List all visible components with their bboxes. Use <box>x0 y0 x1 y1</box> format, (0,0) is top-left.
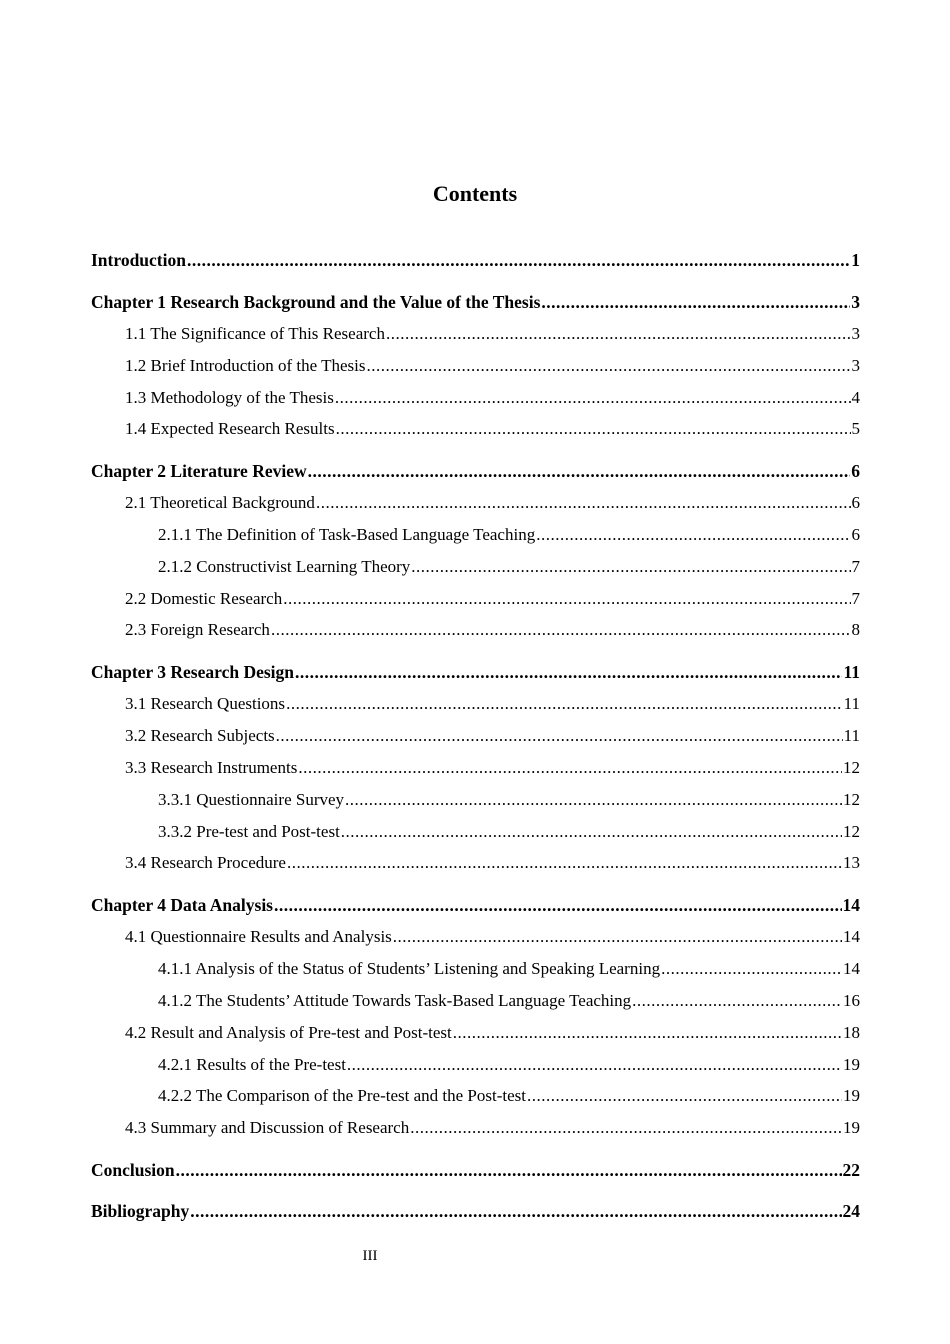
dot-leader <box>341 821 842 843</box>
toc-entry-label: Chapter 2 Literature Review <box>91 461 307 481</box>
toc-entry-3-2[interactable] <box>125 725 860 747</box>
toc-entry-label: Introduction <box>91 250 186 270</box>
dot-leader <box>410 1117 842 1139</box>
toc-entry-label: 4.3 Summary and Discussion of Research <box>125 1118 410 1137</box>
dot-leader <box>335 387 851 409</box>
toc-entry-label: Bibliography <box>91 1201 190 1221</box>
toc-entry-page: 12 <box>843 822 860 841</box>
toc-entry-2-1-2[interactable] <box>158 556 860 578</box>
toc-entry-label: 3.1 Research Questions <box>125 694 286 713</box>
dot-leader <box>336 418 851 440</box>
toc-entry-label: Conclusion <box>91 1160 175 1180</box>
dot-leader <box>661 958 842 980</box>
toc-entry-label: 4.2.2 The Comparison of the Pre-test and the Post-test <box>158 1086 526 1105</box>
dot-leader <box>271 619 851 641</box>
toc-entry-4-1-2[interactable] <box>158 990 860 1012</box>
toc-entry-label: Chapter 1 Research Background and the Value of the Thesis <box>91 292 541 312</box>
toc-entry-label: 1.3 Methodology of the Thesis <box>125 388 334 407</box>
dot-leader <box>345 789 842 811</box>
toc-entry-page: 13 <box>843 853 860 872</box>
dot-leader <box>298 757 842 779</box>
toc-entry-3-3[interactable] <box>125 757 860 779</box>
toc-entry-page: 3 <box>851 292 860 312</box>
toc-entry-page: 3 <box>851 356 860 375</box>
toc-entry-3-3-1[interactable] <box>158 789 860 811</box>
dot-leader <box>190 1200 841 1222</box>
toc-entry-page: 8 <box>851 620 860 639</box>
toc-entry-page: 19 <box>843 1086 860 1105</box>
toc-entry-4-2-2[interactable] <box>158 1085 860 1107</box>
toc-entry-label: 2.3 Foreign Research <box>125 620 270 639</box>
toc-entry-label: 3.3.1 Questionnaire Survey <box>158 790 345 809</box>
dot-leader <box>541 291 850 313</box>
toc-entry-page: 1 <box>851 250 860 270</box>
toc-entry-page: 6 <box>851 493 860 512</box>
dot-leader <box>308 460 851 482</box>
toc-entry-page: 24 <box>842 1201 860 1221</box>
dot-leader <box>316 492 851 514</box>
toc-entry-label: 3.2 Research Subjects <box>125 726 275 745</box>
toc-entry-page: 6 <box>851 461 860 481</box>
toc-entry-page: 11 <box>843 694 860 713</box>
toc-entry-label: 1.1 The Significance of This Research <box>125 324 385 343</box>
toc-entry-label: 3.3.2 Pre-test and Post-test <box>158 822 340 841</box>
toc-entry-page: 16 <box>843 991 860 1010</box>
toc-entry-label: 3.4 Research Procedure <box>125 853 286 872</box>
toc-entry-1-4[interactable] <box>125 418 860 440</box>
toc-entry-4-1[interactable] <box>125 926 860 948</box>
dot-leader <box>632 990 842 1012</box>
toc-entry-page: 12 <box>843 758 860 777</box>
dot-leader <box>283 588 850 610</box>
toc-entry-page: 14 <box>843 959 860 978</box>
toc-entry-label: 2.1 Theoretical Background <box>125 493 315 512</box>
toc-entry-page: 11 <box>843 726 860 745</box>
toc-entry-1-2[interactable] <box>125 355 860 377</box>
toc-entry-page: 22 <box>842 1160 860 1180</box>
toc-entry-page: 18 <box>843 1023 860 1042</box>
toc-entry-2-1[interactable] <box>125 492 860 514</box>
toc-entry-4-1-1[interactable] <box>158 958 860 980</box>
toc-entry-1-3[interactable] <box>125 387 860 409</box>
dot-leader <box>347 1054 842 1076</box>
toc-entry-label: 1.2 Brief Introduction of the Thesis <box>125 356 366 375</box>
dot-leader <box>176 1159 842 1181</box>
toc-entry-page: 7 <box>851 589 860 608</box>
dot-leader <box>274 894 842 916</box>
toc-entry-label: 4.1.2 The Students’ Attitude Towards Task-Based Language Teaching <box>158 991 632 1010</box>
toc-entry-page: 3 <box>851 324 860 343</box>
dot-leader <box>411 556 850 578</box>
toc-entry-page: 19 <box>843 1055 860 1074</box>
toc-entry-page: 14 <box>842 895 860 915</box>
toc-entry-label: 1.4 Expected Research Results <box>125 419 335 438</box>
toc-entry-conclusion[interactable] <box>91 1159 860 1181</box>
toc-entry-3-1[interactable] <box>125 693 860 715</box>
dot-leader <box>295 661 842 683</box>
toc-entry-1-1[interactable] <box>125 323 860 345</box>
dot-leader <box>276 725 843 747</box>
toc-entry-3-4[interactable] <box>125 852 860 874</box>
toc-entry-label: 4.1.1 Analysis of the Status of Students’ Listening and Speaking Learning <box>158 959 661 978</box>
toc-entry-page: 5 <box>851 419 860 438</box>
toc-entry-label: 4.1 Questionnaire Results and Analysis <box>125 927 392 946</box>
page-title: Contents <box>432 181 518 206</box>
toc-entry-chapter-4[interactable] <box>91 894 860 916</box>
toc-entry-label: Chapter 4 Data Analysis <box>91 895 273 915</box>
dot-leader <box>187 249 850 271</box>
toc-entry-4-2[interactable] <box>125 1022 860 1044</box>
toc-entry-label: 4.2 Result and Analysis of Pre-test and Post-test <box>125 1023 452 1042</box>
dot-leader <box>386 323 851 345</box>
toc-entry-3-3-2[interactable] <box>158 821 860 843</box>
toc-entry-label: 2.1.2 Constructivist Learning Theory <box>158 557 411 576</box>
toc-entry-bibliography[interactable] <box>91 1200 860 1222</box>
dot-leader <box>453 1022 842 1044</box>
toc-entry-chapter-3[interactable] <box>91 661 860 683</box>
toc-entry-2-2[interactable] <box>125 588 860 610</box>
dot-leader <box>536 524 850 546</box>
toc-entry-page: 6 <box>851 525 860 544</box>
toc-entry-chapter-2[interactable] <box>91 460 860 482</box>
toc-entry-label: Chapter 3 Research Design <box>91 662 295 682</box>
dot-leader <box>527 1085 842 1107</box>
dot-leader <box>286 693 843 715</box>
toc-entry-4-2-1[interactable] <box>158 1054 860 1076</box>
toc-entry-introduction[interactable] <box>91 249 860 271</box>
toc-entry-label: 4.2.1 Results of the Pre-test <box>158 1055 346 1074</box>
toc-entry-chapter-1[interactable] <box>91 291 860 313</box>
toc-entry-2-3[interactable] <box>125 619 860 641</box>
toc-entry-page: 14 <box>843 927 860 946</box>
dot-leader <box>287 852 842 874</box>
toc-entry-2-1-1[interactable] <box>158 524 860 546</box>
toc-entry-label: 3.3 Research Instruments <box>125 758 298 777</box>
toc-entry-page: 11 <box>843 662 860 682</box>
toc-entry-page: 19 <box>843 1118 860 1137</box>
dot-leader <box>366 355 850 377</box>
toc-entry-label: 2.1.1 The Definition of Task-Based Language Teaching <box>158 525 536 544</box>
toc-entry-page: 12 <box>843 790 860 809</box>
toc-entry-page: 7 <box>851 557 860 576</box>
page-number: III <box>362 1248 378 1264</box>
toc-entry-4-3[interactable] <box>125 1117 860 1139</box>
toc-entry-label: 2.2 Domestic Research <box>125 589 283 608</box>
dot-leader <box>393 926 842 948</box>
toc-entry-page: 4 <box>851 388 860 407</box>
